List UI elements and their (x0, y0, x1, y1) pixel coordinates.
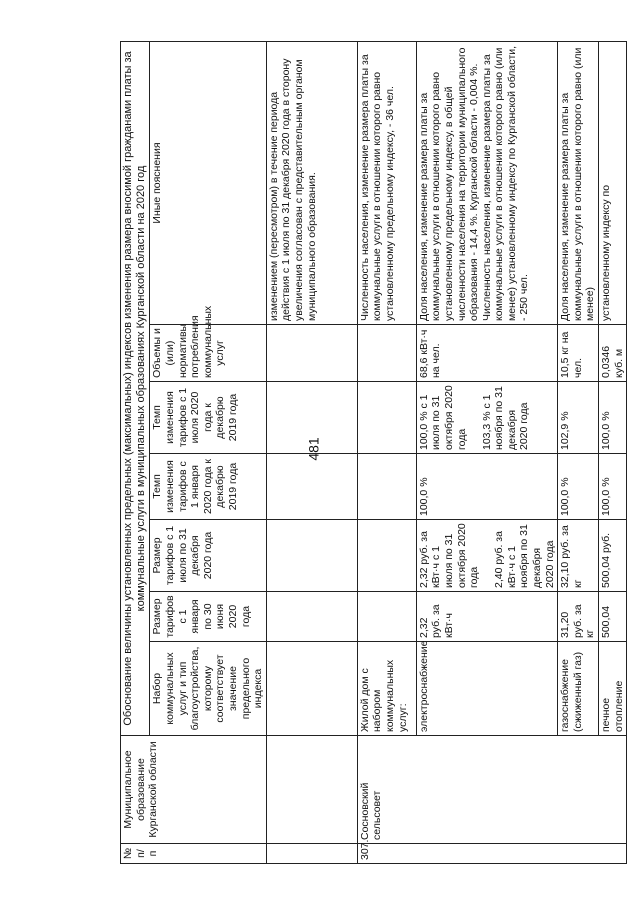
service-name: электроснабжение (416, 642, 558, 736)
rate-1: 100,0 % (416, 454, 558, 520)
page-number: 481 (305, 437, 322, 461)
rate-1: 100,0 % (558, 454, 599, 520)
rate-2: 100,0 % (599, 382, 627, 454)
header-num: № п/п (121, 844, 267, 864)
tariff-1: 31,20 руб. за кг (558, 592, 599, 642)
header-col-tariff2: Размер тарифов с 1 июля по 31 декабря 2020 года (150, 520, 266, 592)
header-col-rate1: Темп изменения тарифов с 1 января 2020 года к декабрю 2019 года (150, 454, 266, 520)
tariff-2: 500,04 руб. (599, 520, 627, 592)
rate-2: 100,0 % с 1 июля по 31 октября 2020 года 103,3 % с 1 ноября по 31 декабря 2020 года (416, 382, 558, 454)
service-name: печное отопление (599, 642, 627, 736)
rotated-document (120, 42, 628, 864)
continuation-note: изменением (пересмотром) в течение периода действия с 1 июля по 31 декабря 2020 года в сторону увеличения согласован с представительным органом муниципального образования. (266, 42, 357, 325)
header-title: Обоснование величины установленных предельных (максимальных) индексов изменения размера вносимой гражданами платы за коммунальные услуги в муниципальных образованиях Курганской области на 2020 год (121, 42, 150, 736)
tariff-1: 500,04 (599, 592, 627, 642)
row-num: 307. (357, 844, 627, 864)
set-label: Жилой дом с набором коммунальных услуг: (357, 642, 416, 736)
volume: 68,6 кВт·ч на чел. (416, 325, 558, 382)
header-col-set: Набор коммунальных услуг и тип благоустройства, которому соответствует значение предельного индекса (150, 642, 266, 736)
header-col-tariff1: Размер тарифов с 1 января по 30 июня 2020 года (150, 592, 266, 642)
table-row (357, 42, 416, 864)
service-name: газоснабжение (сжиженный газ) (558, 642, 599, 736)
header-col-rate2: Темп изменения тарифов с 1 июля 2020 года к декабрю 2019 года (150, 382, 266, 454)
set-note: Численность населения, изменение размера платы за коммунальные услуги в отношении которого равно установленному предельному индексу, - 36 чел. (357, 42, 416, 325)
tariff-table (120, 41, 627, 864)
rate-2: 102,9 % (558, 382, 599, 454)
header-col-volume: Объемы и (или) нормативы потребления коммунальных услуг (150, 325, 266, 382)
header-municipality: Муниципальное образование Курганской области (121, 736, 267, 844)
tariff-2: 32,10 руб. за кг (558, 520, 599, 592)
volume: 10,5 кг на чел. (558, 325, 599, 382)
rate-1: 100,0 % (599, 454, 627, 520)
tariff-1: 2,32 руб. за кВт·ч (416, 592, 558, 642)
tariff-2: 2,32 руб. за кВт·ч с 1 июля по 31 октября 2020 года 2,40 руб. за кВт·ч с 1 ноября по 31 декабря 2020 года (416, 520, 558, 592)
service-note: Доля населения, изменение размера платы за коммунальные услуги в отношении которого равно (или менее) (558, 42, 599, 325)
table-row (266, 42, 357, 864)
header-col-notes: Иные пояснения (150, 42, 266, 325)
row-municipality: Сосновский сельсовет (357, 736, 627, 844)
service-note: Доля населения, изменение размера платы за коммунальные услуги в отношении которого равно установленному предельному индексу, в общей численности населения на территории муниципального образования - 14,4 %. Курганской области - 0,004 %. Численность населения, изменение размера платы за коммунальные услуги в отношении которого равно (или менее) установленному индексу по Курганской области, - 250 чел. (416, 42, 558, 325)
volume: 0,0346 куб. м (599, 325, 627, 382)
service-note: установленному индексу по (599, 42, 627, 325)
